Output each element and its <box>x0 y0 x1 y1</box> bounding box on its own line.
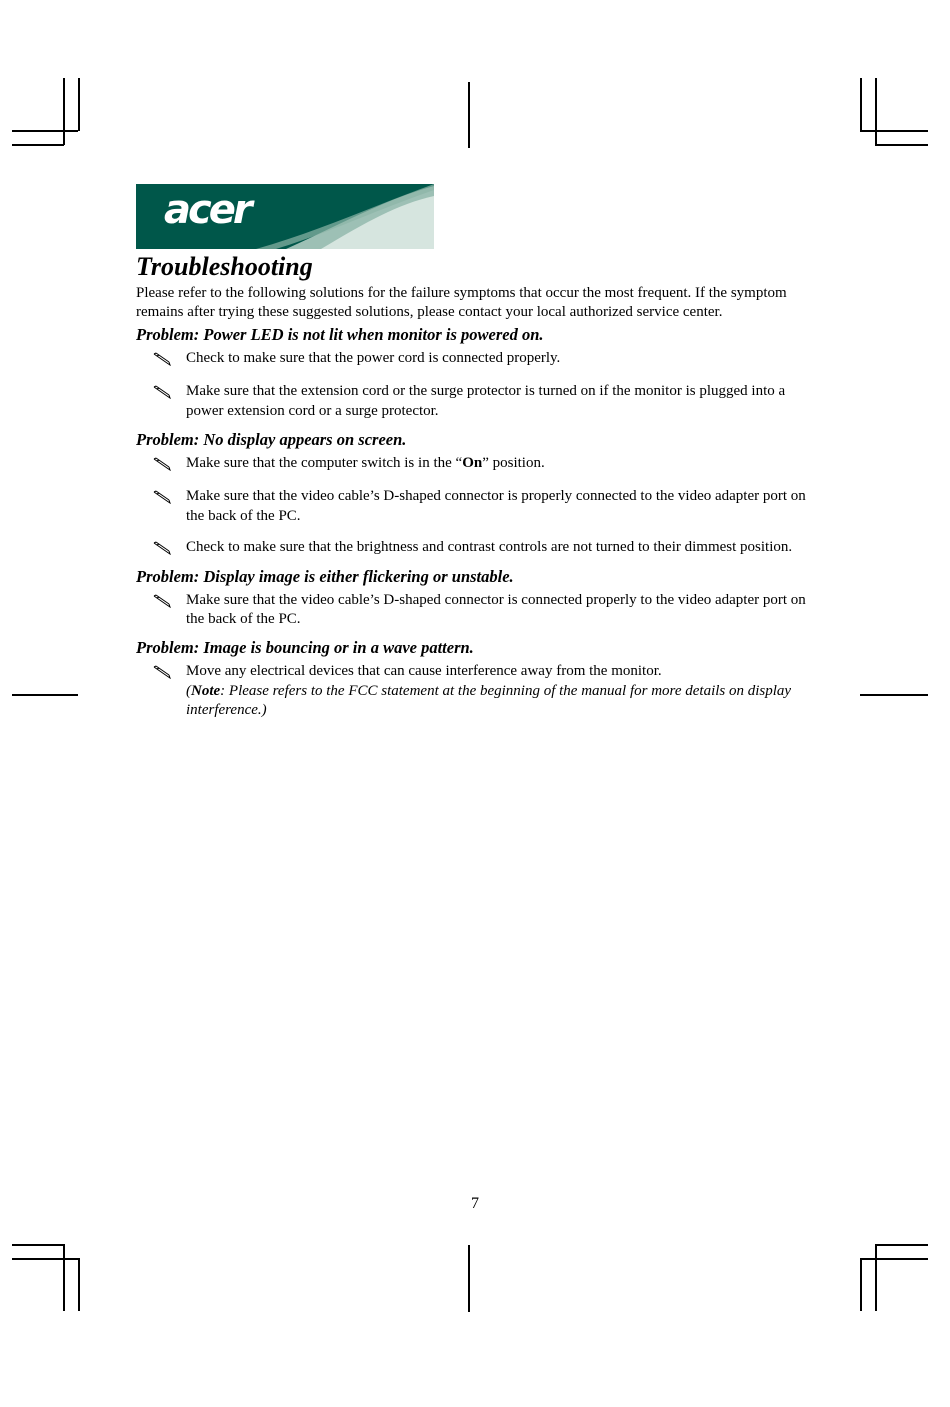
problem-title: Problem: Display image is either flickering or unstable. <box>136 566 514 586</box>
pen-nib-icon <box>153 541 171 555</box>
main-content <box>136 250 816 721</box>
list-item-text: Check to make sure that the brightness and contrast controls are not turned to their dimmest position. <box>186 539 793 556</box>
crop-mark <box>860 130 928 132</box>
crop-mark <box>63 78 65 145</box>
crop-mark <box>468 1245 470 1312</box>
problem-title: Problem: No display appears on screen. <box>136 430 407 450</box>
solution-list <box>136 662 816 720</box>
list-item-text: Move any electrical devices that can cause interference away from the monitor. <box>186 663 662 680</box>
problem-section <box>136 324 816 421</box>
list-item-text: Make sure that the extension cord or the surge protector is turned on if the monitor is plugged into a power extension cord or a surge protector. <box>186 383 786 419</box>
crop-mark <box>875 144 928 146</box>
crop-mark <box>860 1258 928 1260</box>
crop-mark <box>468 82 470 148</box>
page-number: 7 <box>471 1195 479 1212</box>
note-label: Note <box>191 682 221 699</box>
pen-nib-icon <box>153 594 171 608</box>
on-label: On <box>462 455 483 472</box>
list-item <box>136 382 816 421</box>
crop-mark <box>860 1258 862 1311</box>
pen-nib-icon <box>153 385 171 399</box>
crop-mark <box>12 694 78 696</box>
list-item-text <box>186 455 545 471</box>
crop-mark <box>12 144 64 146</box>
solution-list <box>136 349 816 421</box>
pen-nib-icon <box>153 665 171 679</box>
pen-nib-icon <box>153 457 171 471</box>
text-segment: ” position. <box>482 455 545 472</box>
note-text <box>186 682 816 721</box>
list-item <box>136 591 816 630</box>
list-item-text: Check to make sure that the power cord is connected properly. <box>186 349 561 366</box>
list-item-text: Make sure that the video cable’s D-shaped connector is properly connected to the video adapter port on the back of the PC. <box>186 488 806 524</box>
crop-mark <box>875 78 877 145</box>
pen-nib-icon <box>153 352 171 366</box>
intro-paragraph: Please refer to the following solutions for the failure symptoms that occur the most frequent. If the symptom remains after trying these suggested solutions, please contact your local authorized service center. <box>136 285 787 321</box>
crop-mark <box>875 1244 877 1311</box>
list-item <box>136 349 816 368</box>
solution-list <box>136 591 816 630</box>
problem-title: Problem: Power LED is not lit when monitor is powered on. <box>136 324 544 344</box>
crop-mark <box>78 1258 80 1311</box>
problem-section <box>136 566 816 630</box>
crop-mark <box>875 1244 928 1246</box>
acer-logo <box>136 184 434 249</box>
text-segment: Make sure that the computer switch is in the “ <box>186 455 463 472</box>
crop-mark <box>78 78 80 131</box>
page-title: Troubleshooting <box>136 252 313 281</box>
pen-nib-icon <box>153 490 171 504</box>
crop-mark <box>12 130 78 132</box>
crop-mark <box>12 1244 64 1246</box>
text-segment: ( <box>186 682 191 699</box>
crop-mark <box>860 694 928 696</box>
list-item <box>136 487 816 526</box>
crop-mark <box>860 78 862 131</box>
solution-list <box>136 454 816 558</box>
svg-text:acer: acer <box>164 187 250 233</box>
list-item <box>136 538 816 557</box>
problem-title: Problem: Image is bouncing or in a wave pattern. <box>136 638 474 658</box>
crop-mark <box>12 1258 78 1260</box>
problem-section <box>136 429 816 558</box>
text-segment: : Please refers to the FCC statement at the beginning of the manual for more details on display interference.) <box>186 682 792 719</box>
list-item-text: Make sure that the video cable’s D-shaped connector is connected properly to the video adapter port on the back of the PC. <box>186 591 806 628</box>
list-item <box>136 454 816 473</box>
problem-section <box>136 637 816 720</box>
crop-mark <box>63 1244 65 1311</box>
list-item <box>136 662 816 720</box>
